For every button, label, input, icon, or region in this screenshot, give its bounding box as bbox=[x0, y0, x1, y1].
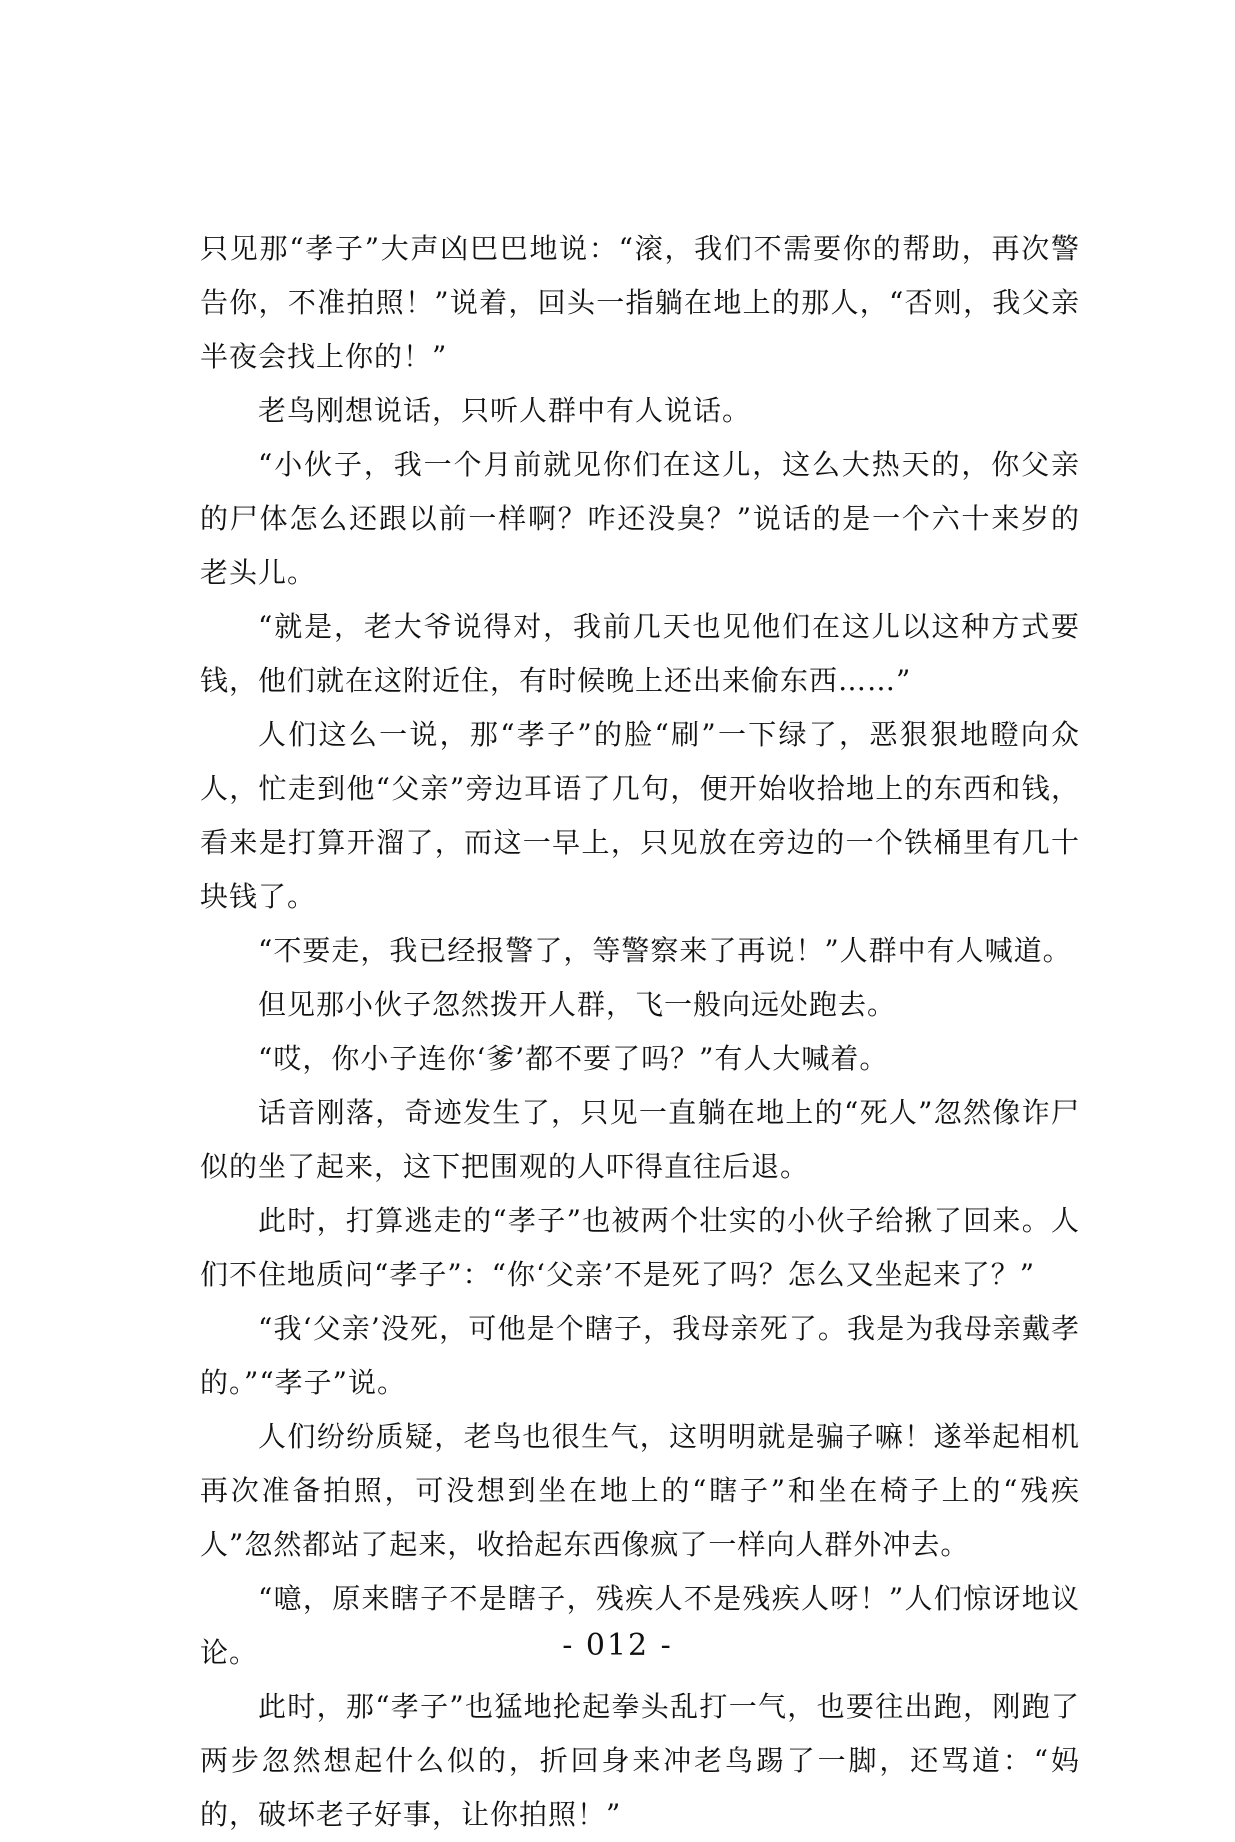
paragraph-12: 人们纷纷质疑，老鸟也很生气，这明明就是骗子嘛！遂举起相机再次准备拍照，可没想到坐在地上的“瞎子”和坐在椅子上的“残疾人”忽然都站了起来，收拾起东西像疯了一样向人群外冲去。 bbox=[200, 1420, 1080, 1561]
paragraph-14: 此时，那“孝子”也猛地抡起拳头乱打一气，也要往出跑，刚跑了两步忽然想起什么似的，折回身来冲老鸟踢了一脚，还骂道：“妈的，破坏老子好事，让你拍照！” bbox=[200, 1690, 1080, 1831]
paragraph-1: 只见那“孝子”大声凶巴巴地说：“滚，我们不需要你的帮助，再次警告你，不准拍照！”说着，回头一指躺在地上的那人，“否则，我父亲半夜会找上你的！” bbox=[200, 232, 1080, 373]
page-number: - 012 - bbox=[562, 1628, 673, 1663]
paragraph-2: 老鸟刚想说话，只听人群中有人说话。 bbox=[258, 394, 752, 427]
paragraph-8: “哎，你小子连你‘爹’都不要了吗？”有人大喊着。 bbox=[258, 1042, 889, 1075]
paragraph-13: “噫，原来瞎子不是瞎子，残疾人不是残疾人呀！”人们惊讶地议论。 bbox=[200, 1582, 1080, 1669]
paragraph-4: “就是，老大爷说得对，我前几天也见他们在这儿以这种方式要钱，他们就在这附近住，有时候晚上还出来偷东西……” bbox=[200, 610, 1080, 697]
paragraph-5: 人们这么一说，那“孝子”的脸“刷”一下绿了，恶狠狠地瞪向众人，忙走到他“父亲”旁边耳语了几句，便开始收拾地上的东西和钱，看来是打算开溜了，而这一早上，只见放在旁边的一个铁桶里有几十块钱了。 bbox=[200, 718, 1080, 913]
paragraph-3: “小伙子，我一个月前就见你们在这儿，这么大热天的，你父亲的尸体怎么还跟以前一样啊？咋还没臭？”说话的是一个六十来岁的老头儿。 bbox=[200, 448, 1080, 589]
paragraph-10: 此时，打算逃走的“孝子”也被两个壮实的小伙子给揪了回来。人们不住地质问“孝子”：“你‘父亲’不是死了吗？怎么又坐起来了？” bbox=[200, 1204, 1080, 1291]
paragraph-7: 但见那小伙子忽然拨开人群，飞一般向远处跑去。 bbox=[258, 988, 897, 1021]
paragraph-11: “我‘父亲’没死，可他是个瞎子，我母亲死了。我是为我母亲戴孝的。”“孝子”说。 bbox=[200, 1312, 1080, 1399]
paragraph-6: “不要走，我已经报警了，等警察来了再说！”人群中有人喊道。 bbox=[258, 934, 1072, 967]
body-text bbox=[200, 222, 1080, 1842]
paragraph-9: 话音刚落，奇迹发生了，只见一直躺在地上的“死人”忽然像诈尸似的坐了起来，这下把围观的人吓得直往后退。 bbox=[200, 1096, 1080, 1183]
